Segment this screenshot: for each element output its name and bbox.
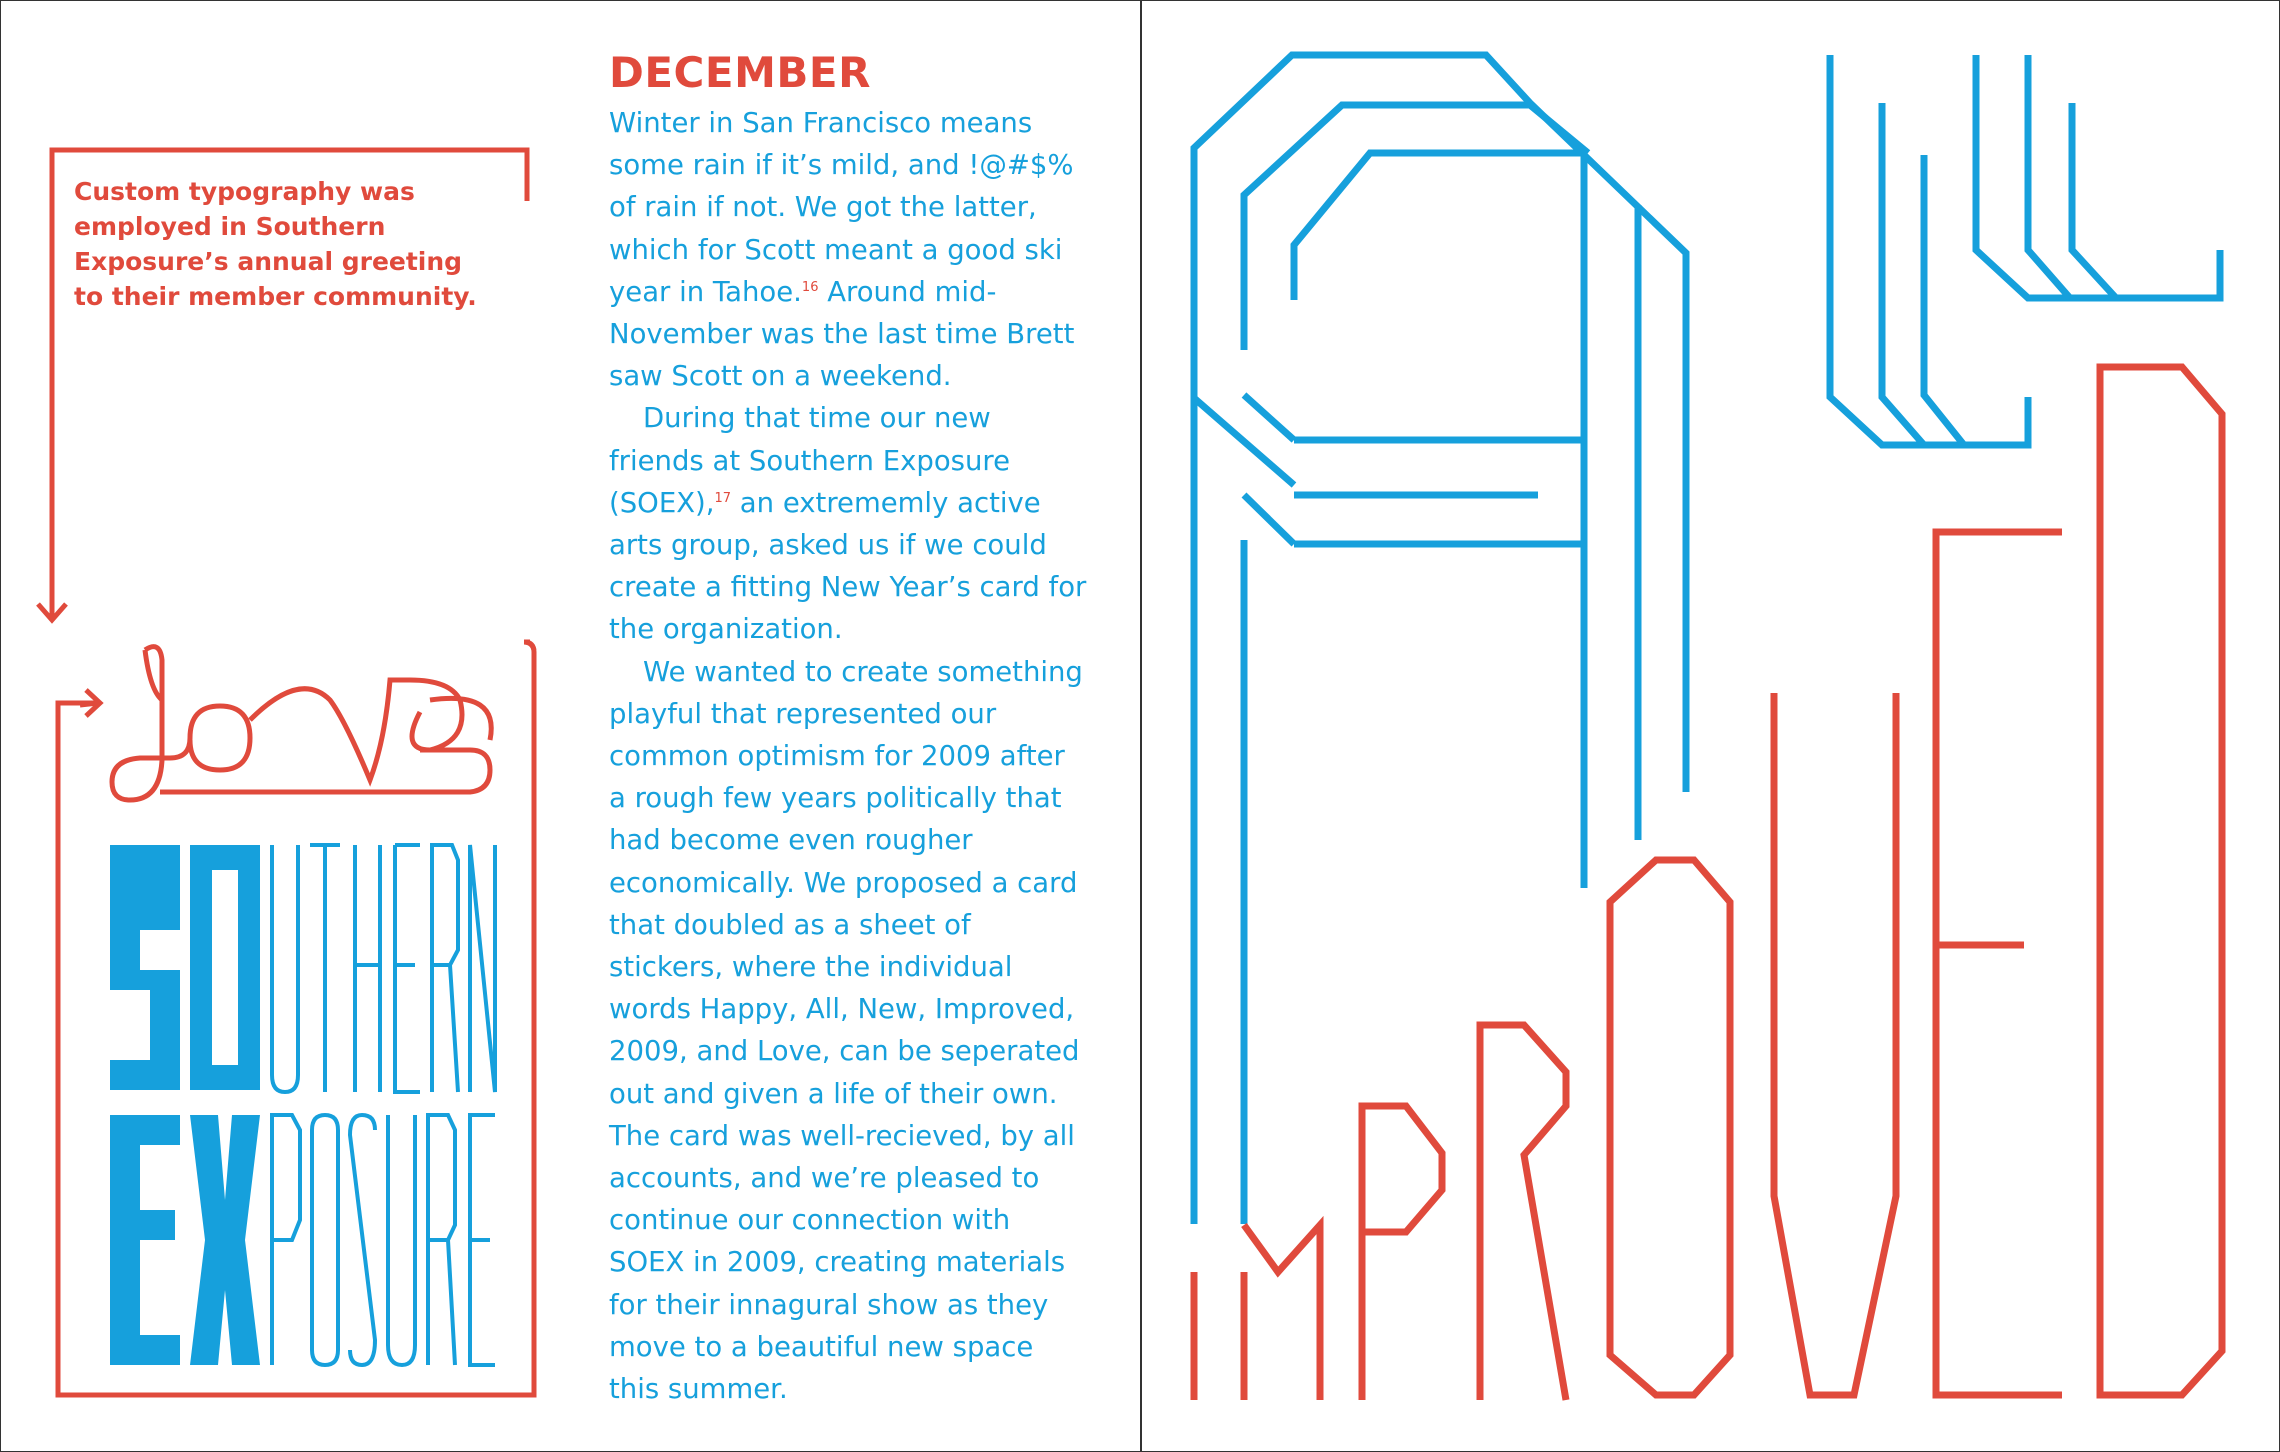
southern-exposure-logo: [110, 845, 495, 1365]
article-body: [609, 102, 1089, 1410]
paragraph-2: [609, 397, 1089, 650]
paragraph-2-text-a: During that time our new friends at Southern Exposure (SOEX),: [609, 402, 1011, 519]
section-heading: DECEMBER: [609, 48, 871, 97]
paragraph-1: [609, 102, 1089, 397]
footnote-ref-17[interactable]: 17: [714, 490, 732, 506]
figure-caption: Custom typography was employed in Southern Exposure’s annual greeting to their member community.: [74, 177, 477, 311]
paragraph-1-text-b: Around mid-November was the last time Brett saw Scott on a weekend.: [609, 275, 1075, 393]
paragraph-1-text-a: Winter in San Francisco means some rain if it’s mild, and !@#$% of rain if not. We got the latter, which for Scott meant a good ski year in Tahoe.: [609, 107, 1074, 308]
article-column: [609, 44, 1089, 1410]
footnote-ref-16[interactable]: 16: [801, 279, 819, 295]
all-lettering: [1194, 55, 2220, 1224]
paragraph-2-text-b: an extrememly active arts group, asked us if we could create a fitting New Year’s card for the organization.: [609, 486, 1087, 646]
improved-lettering: [1194, 367, 2222, 1400]
paragraph-3: We wanted to create something playful that represented our common optimism for 2009 after a rough few years politically that had become even rougher economically. We proposed a card that doubled as a sheet of stickers, where the individual words Happy, All, New, Improved, 2009, and Love, can be seperated out and given a life of their own. The card was well-recieved, by all accounts, and we’re pleased to continue our connection with SOEX in 2009, creating materials for their innagural show as they move to a beautiful new space this summer.: [609, 655, 1083, 1406]
